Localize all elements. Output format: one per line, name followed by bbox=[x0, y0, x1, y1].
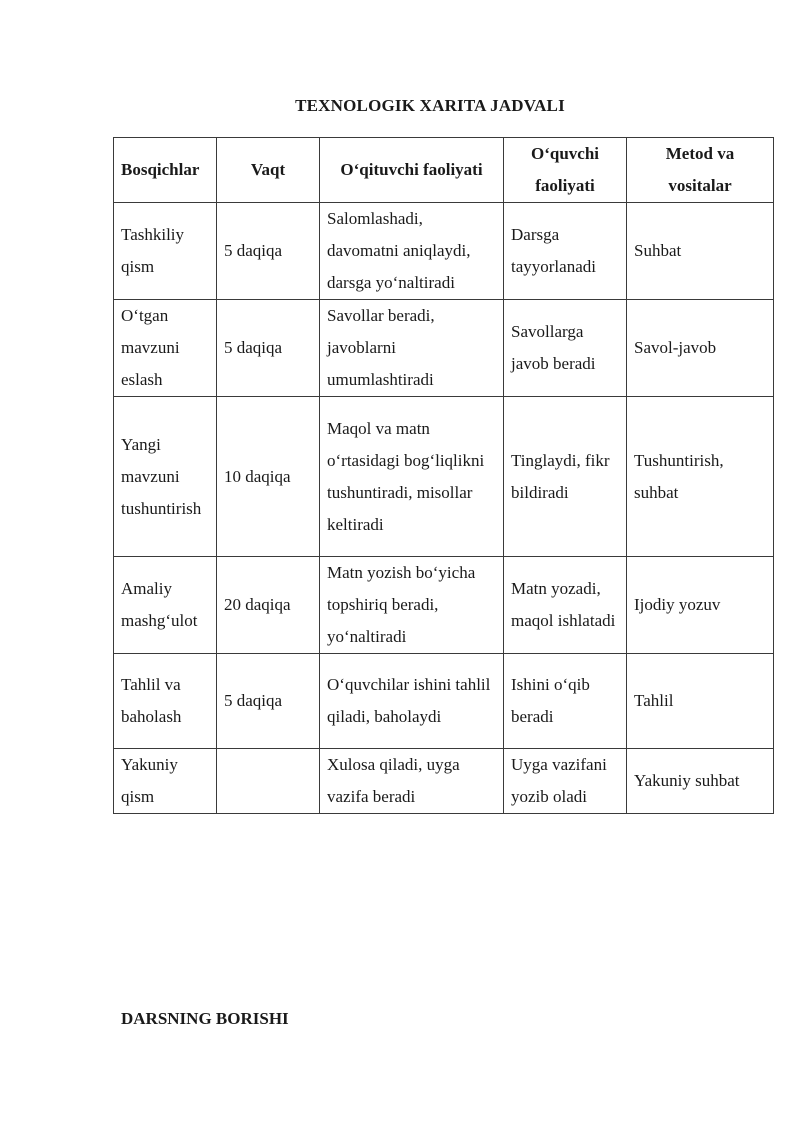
cell-student-activity: Ishini o‘qib beradi bbox=[504, 654, 627, 749]
cell-method: Yakuniy suhbat bbox=[627, 749, 774, 814]
cell-stage: Tashkiliy qism bbox=[114, 203, 217, 300]
cell-stage: Amaliy mashg‘ulot bbox=[114, 557, 217, 654]
cell-teacher-activity: Maqol va matn o‘rtasidagi bog‘liqlikni tushuntiradi, misollar keltiradi bbox=[320, 397, 504, 557]
cell-time: 5 daqiqa bbox=[217, 654, 320, 749]
cell-method: Suhbat bbox=[627, 203, 774, 300]
page-title: TEXNOLOGIK XARITA JADVALI bbox=[295, 96, 565, 115]
cell-method: Ijodiy yozuv bbox=[627, 557, 774, 654]
cell-teacher-activity: Matn yozish bo‘yicha topshiriq beradi, yo‘naltiradi bbox=[320, 557, 504, 654]
cell-stage: O‘tgan mavzuni eslash bbox=[114, 300, 217, 397]
cell-time: 20 daqiqa bbox=[217, 557, 320, 654]
cell-teacher-activity: Xulosa qiladi, uyga vazifa beradi bbox=[320, 749, 504, 814]
cell-teacher-activity: Salomlashadi, davomatni aniqlaydi, darsga yo‘naltiradi bbox=[320, 203, 504, 300]
cell-stage: Yakuniy qism bbox=[114, 749, 217, 814]
cell-stage: Yangi mavzuni tushuntirish bbox=[114, 397, 217, 557]
cell-student-activity: Matn yozadi, maqol ishlatadi bbox=[504, 557, 627, 654]
table-row bbox=[114, 749, 774, 814]
cell-method: Tahlil bbox=[627, 654, 774, 749]
header-stages: Bosqichlar bbox=[114, 138, 217, 203]
cell-stage: Tahlil va baholash bbox=[114, 654, 217, 749]
cell-student-activity: Tinglaydi, fikr bildiradi bbox=[504, 397, 627, 557]
table-row bbox=[114, 203, 774, 300]
section-heading: DARSNING BORISHI bbox=[121, 1009, 289, 1028]
cell-student-activity: Uyga vazifani yozib oladi bbox=[504, 749, 627, 814]
cell-student-activity: Savollarga javob beradi bbox=[504, 300, 627, 397]
cell-method: Savol-javob bbox=[627, 300, 774, 397]
table-row bbox=[114, 397, 774, 557]
table-row bbox=[114, 300, 774, 397]
header-student-activity: O‘quvchi faoliyati bbox=[504, 138, 627, 203]
cell-time: 5 daqiqa bbox=[217, 203, 320, 300]
cell-teacher-activity: O‘quvchilar ishini tahlil qiladi, baholaydi bbox=[320, 654, 504, 749]
cell-student-activity: Darsga tayyorlanadi bbox=[504, 203, 627, 300]
cell-method: Tushuntirish, suhbat bbox=[627, 397, 774, 557]
table-header-row bbox=[114, 138, 774, 203]
cell-time bbox=[217, 749, 320, 814]
header-time: Vaqt bbox=[217, 138, 320, 203]
header-methods: Metod va vositalar bbox=[627, 138, 774, 203]
cell-teacher-activity: Savollar beradi, javoblarni umumlashtiradi bbox=[320, 300, 504, 397]
technology-map-table bbox=[113, 137, 774, 814]
cell-time: 5 daqiqa bbox=[217, 300, 320, 397]
cell-time: 10 daqiqa bbox=[217, 397, 320, 557]
header-teacher-activity: O‘qituvchi faoliyati bbox=[320, 138, 504, 203]
table-row bbox=[114, 654, 774, 749]
table-row bbox=[114, 557, 774, 654]
